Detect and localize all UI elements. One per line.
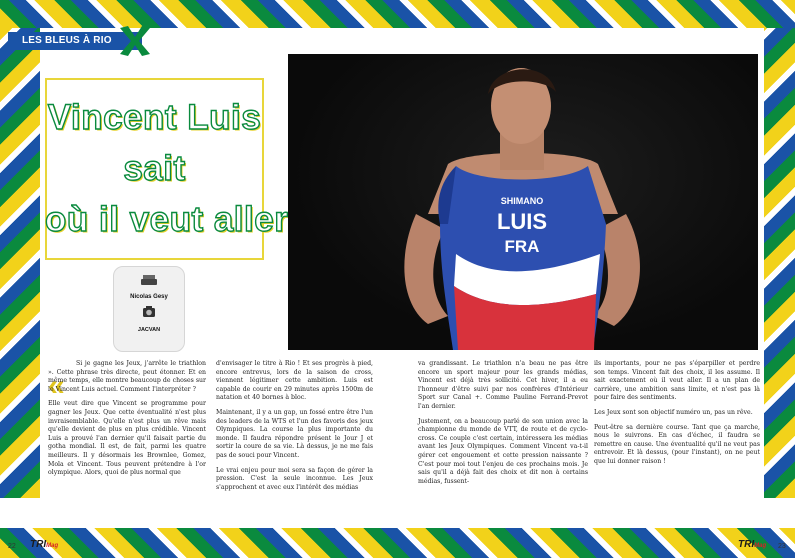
paragraph: va grandissant. Le triathlon n'a beau ne pas être encore un sport majeur pour les grands médias, Vincent est déjà très sollicité. Cet hiver, il a eu l'honneur d'être suivi par nos confrères d'Intérieur Sport sur Canal +. Comme Pauline Ferrand-Prevot l'an dernier. [418, 360, 588, 410]
section-label: LES BLEUS À RIO [8, 32, 142, 50]
camera-icon [142, 305, 156, 319]
mag-tag: Mag [754, 543, 767, 549]
mag-name: TRI [30, 539, 47, 550]
bottom-border-stripes [0, 528, 795, 558]
jersey-brand-text: SHIMANO [500, 196, 544, 206]
quote-mark-icon: « [48, 369, 65, 402]
paragraph: ils importants, pour ne pas s'éparpiller et perdre son temps. Vincent fait des choix, il les assume. Il sait exactement où il veut aller. Il a un plan de carrière, une ambition sans limite, et n'est pas là pour faire des sentiments. [594, 360, 760, 402]
article-title [45, 92, 289, 245]
athlete-photo [288, 54, 758, 350]
text-column-3 [418, 360, 588, 492]
athlete-illustration [288, 54, 758, 350]
left-border-stripes [0, 28, 40, 498]
mag-name: TRI [738, 539, 755, 550]
paragraph: Maintenant, il y a un gap, un fossé entre être l'un des leaders de la WTS et l'un des favoris des jeux Olympiques. La course la plus importante du monde. Il faudra répondre présent le Jour J et sortir la coure de sa vie. Là dessus, je ne me fais pas de souci pour Vincent. [216, 408, 373, 459]
jersey-country-text: FRA [504, 237, 540, 256]
paragraph: Justement, on a beaucoup parlé de son union avec la championne du monde de VTT, de route et de cyclo-cross. Ce couple c'est certain, intéressera les médias avant les Jeux Olympiques. Comment Vincent va-t-il gérer cet engouement et cette pression naissante ? C'est pour moi tout l'enjeu de ces prochains mois. Je sais qu'il a déjà fait des choix et dit non à certains médias, fussent- [418, 417, 588, 485]
mag-tag: Mag [46, 543, 59, 549]
pen-icon [140, 273, 158, 287]
credit-photographer: JACVAN [137, 327, 161, 333]
page-number-left: 22 [8, 543, 16, 550]
page-number-right: 23 [778, 543, 786, 550]
paragraph: Les Jeux sont son objectif numéro un, pas un rêve. [594, 408, 753, 416]
text-column-2 [216, 360, 373, 498]
title-line-1: Vincent Luis [47, 98, 262, 137]
paragraph: Peut-être sa dernière course. Tant que ça marche, nous le suivrons. En cas d'échec, il faudra se remettre en cause. Une éventualité qu'il ne veut pas entrevoir. Et là dessus, (pour l'instant), on ne peut que lui donner raison ! [594, 423, 760, 465]
magazine-logo-left [30, 539, 58, 550]
paragraph: Elle veut dire que Vincent se programme pour gagner les Jeux. Que cette éventualité n'est plus invraisemblable. Qu'elle n'est plus un rêve mais qu'elle devient de plus en plus crédible. Vincent Luis a prouvé l'an dernier qu'il faisait partie du gotha mondial. Il est, de fait, parmi les quatre meilleurs. Il y désormais les Brownlee, Gomez, Mola et Vincent. Tous peuvent prétendre à l'or olympique. Alors, quoi de plus normal que [48, 400, 206, 477]
paragraph: Si je gagne les Jeux, j'arrête le triathlon ». Cette phrase très directe, peut étonner. Et en même temps, elle montre beaucoup de choses sur le Vincent Luis actuel. Comment l'interpréter ? [48, 360, 206, 393]
photo-credit-card [113, 266, 185, 352]
paragraph: Le vrai enjeu pour moi sera sa façon de gérer la pression. C'est la seule inconnue. Les Jeux s'approchent et avec eux l'intérêt des médias [216, 466, 373, 491]
right-border-stripes [764, 28, 795, 498]
magazine-logo-right [738, 539, 766, 550]
credit-author: Nicolas Gesy [130, 294, 168, 300]
title-line-2: sait [123, 149, 186, 188]
paragraph: d'envisager le titre à Rio ! Et ses progrès à pied, encore entrevus, lors de la saison de cross, viennent légitimer cette ambition. Luis est capable de courir en 29 minutes après 1500m de natation et 40 bornes à bloc. [216, 360, 373, 402]
text-column-4 [594, 360, 760, 473]
x-logo-icon [116, 24, 154, 58]
title-line-3: où il veut aller [45, 200, 289, 239]
text-column-1 [48, 360, 206, 484]
jersey-name-text: LUIS [496, 209, 548, 234]
